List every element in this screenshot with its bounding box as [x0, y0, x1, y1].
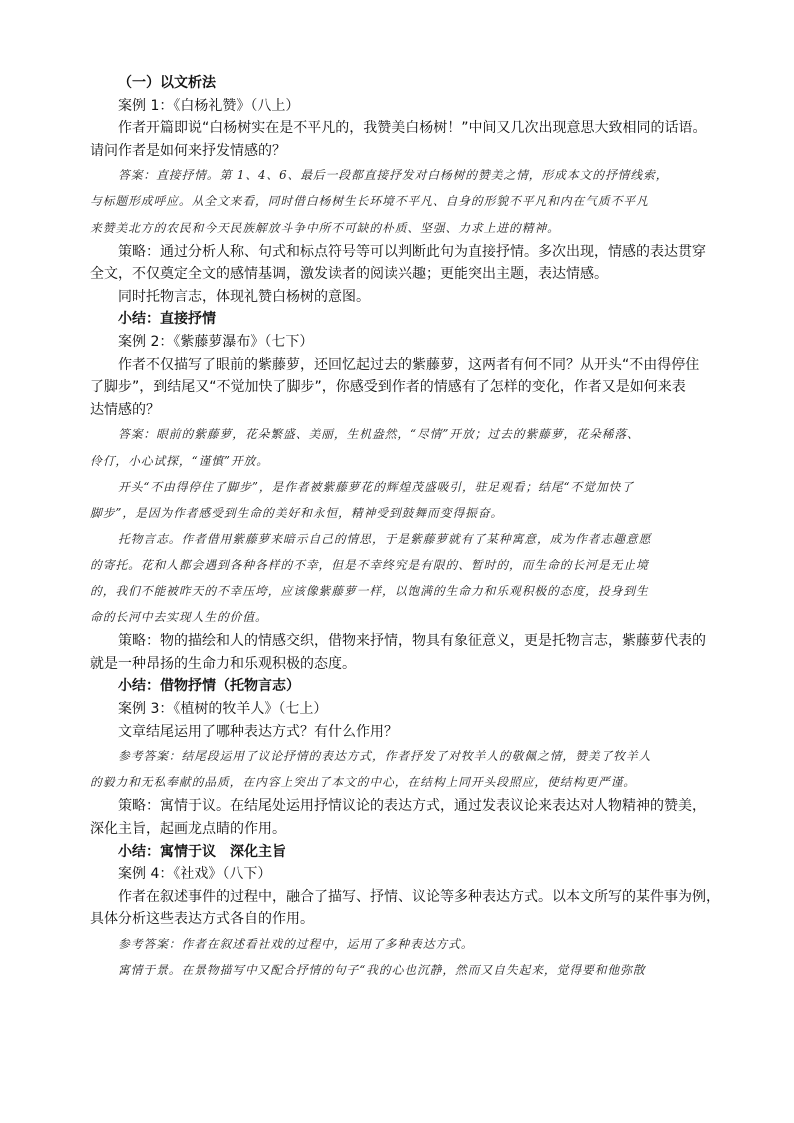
- text-line: 就是一种昂扬的生命力和乐观积极的态度。: [90, 655, 356, 672]
- text-line: 达情感的？: [90, 401, 160, 418]
- summary-line: 小结：寓情于议 深化主旨: [118, 843, 286, 860]
- answer-line: 的寄托。花和人都会遇到各种各样的不幸，但是不幸终究是有限的、暂时的，而生命的长河是无止境: [90, 557, 649, 572]
- answer-line: 托物言志。作者借用紫藤萝来暗示自己的情思，于是紫藤萝就有了某种寓意，成为作者志趣意愿: [118, 531, 652, 546]
- summary-line: 小结：直接抒情: [118, 311, 216, 328]
- answer-line: 与标题形成呼应。从全文来看，同时借白杨树生长环境不平凡、自身的形貌不平凡和内在气质不平凡: [90, 194, 649, 209]
- text-line: 作者不仅描写了眼前的紫藤萝，还回忆起过去的紫藤萝，这两者有何不同？从开头“不由得停住: [118, 356, 700, 373]
- text-line: 了脚步”，到结尾又“不觉加快了脚步”，你感受到作者的情感有了怎样的变化，作者又是如何来表: [90, 379, 686, 396]
- answer-line: 参考答案：结尾段运用了议论抒情的表达方式，作者抒发了对牧羊人的敬佩之情，赞美了牧羊人: [118, 749, 652, 764]
- answer-line: 答案：眼前的紫藤萝，花朵繁盛、美丽，生机盎然，“尽情”开放；过去的紫藤萝，花朵稀落、: [118, 427, 640, 442]
- text-line: 案例 2：《紫藤萝瀑布》（七下）: [118, 334, 314, 351]
- text-line: 策略：通过分析人称、句式和标点符号等可以判断此句为直接抒情。多次出现，情感的表达贯穿: [118, 243, 706, 260]
- text-line: 文章结尾运用了哪种表达方式？有什么作用？: [118, 723, 398, 740]
- text-line: 深化主旨，起画龙点睛的作用。: [90, 820, 286, 837]
- answer-line: 伶仃，小心试探，“谨慎”开放。: [90, 453, 269, 468]
- answer-line: 寓情于景。在景物描写中又配合抒情的句子“我的心也沉静，然而又自失起来，觉得要和他弥散: [118, 962, 646, 977]
- document-body: [90, 72, 720, 983]
- answer-line: 答案：直接抒情。第 1、4、6、最后一段都直接抒发对白杨树的赞美之情，形成本文的抒情线索，: [118, 168, 669, 183]
- text-line: 策略：物的描绘和人的情感交织，借物来抒情，物具有象征意义，更是托物言志，紫藤萝代表的: [118, 633, 706, 650]
- text-line: 策略：寓情于议。在结尾处运用抒情议论的表达方式，通过发表议论来表达对人物精神的赞美，: [118, 798, 706, 815]
- text-line: 案例 1：《白杨礼赞》（八上）: [118, 97, 300, 114]
- text-line: 案例 4：《社戏》（八下）: [118, 866, 272, 883]
- summary-line: 小结：借物抒情（托物言志）: [118, 678, 300, 695]
- text-line: 具体分析这些表达方式各自的作用。: [90, 911, 314, 928]
- answer-line: 的，我们不能被昨天的不幸压垮，应该像紫藤萝一样，以饱满的生命力和乐观积极的态度，投身到生: [90, 583, 649, 598]
- text-line: 案例 3：《植树的牧羊人》（七上）: [118, 700, 328, 717]
- answer-line: 命的长河中去实现人生的价值。: [90, 610, 268, 625]
- text-line: 全文，不仅奠定全文的感情基调，激发读者的阅读兴趣；更能突出主题，表达情感。: [90, 266, 608, 283]
- answer-line: 开头“不由得停住了脚步”，是作者被紫藤萝花的辉煌茂盛吸引，驻足观看；结尾“不觉加快了: [118, 479, 634, 494]
- text-line: 作者开篇即说“白杨树实在是不平凡的，我赞美白杨树！”中间又几次出现意思大致相同的话语。: [118, 120, 707, 137]
- answer-line: 脚步”，是因为作者感受到生命的美好和永恒，精神受到鼓舞而变得振奋。: [90, 505, 504, 520]
- answer-line: 参考答案：作者在叙述看社戏的过程中，运用了多种表达方式。: [118, 936, 474, 951]
- text-line: 作者在叙述事件的过程中，融合了描写、抒情、议论等多种表达方式。以本文所写的某件事为例，: [118, 888, 720, 905]
- text-line: 同时托物言志，体现礼赞白杨树的意图。: [118, 288, 370, 305]
- answer-line: 来赞美北方的农民和今天民族解放斗争中所不可缺的朴质、坚强、力求上进的精神。: [90, 220, 560, 235]
- text-line: 请问作者是如何来抒发情感的？: [90, 142, 286, 159]
- section-heading: （一）以文析法: [118, 75, 216, 91]
- answer-line: 的毅力和无私奉献的品质，在内容上突出了本文的中心，在结构上同开头段照应，使结构更严谨。: [90, 775, 636, 790]
